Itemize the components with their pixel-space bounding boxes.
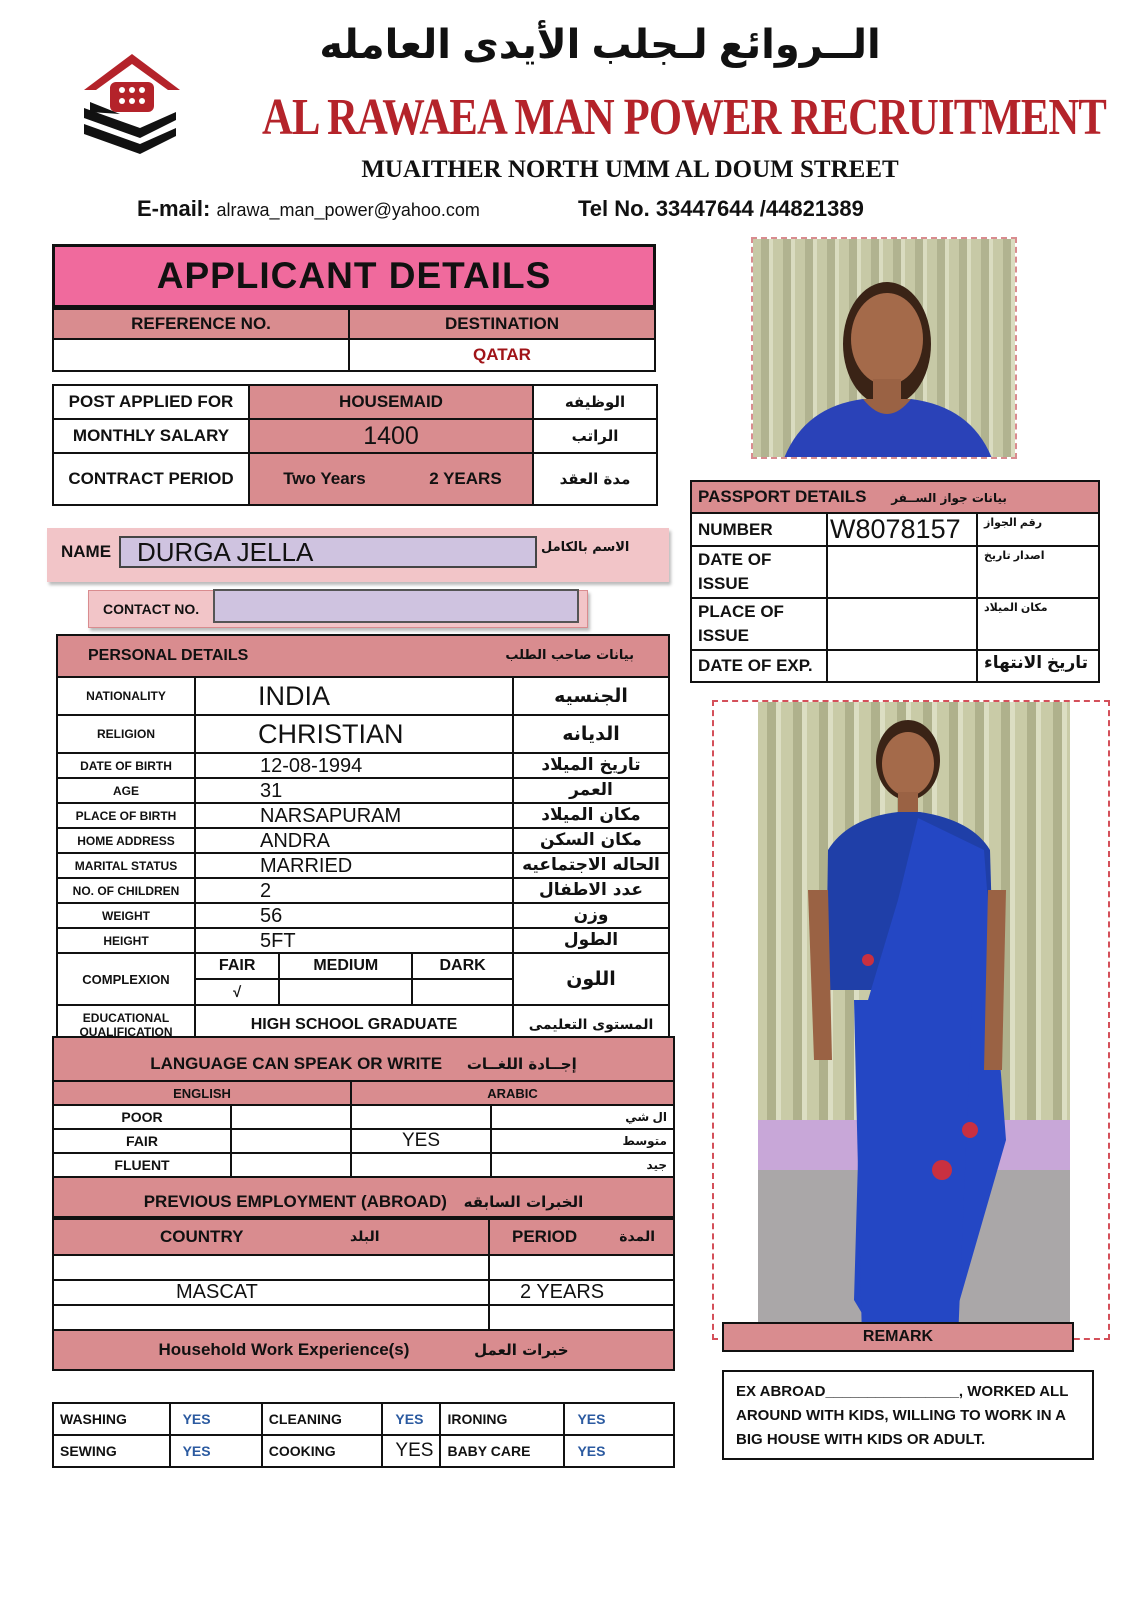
household-task-value[interactable]: YES [382,1435,440,1467]
post-label-arabic: الوظيفه [533,385,657,419]
name-label: NAME [61,542,112,561]
language-english-value[interactable] [231,1105,351,1129]
applicant-details-title: APPLICANT DETAILS [52,244,656,308]
education-label-arabic: المستوى التعليمى [513,1005,669,1045]
employment-table [52,1218,675,1371]
language-level-arabic: ال شي [491,1105,674,1129]
language-table [52,1036,675,1218]
name-label-arabic: الاسم بالكامل [541,540,630,555]
salary-value: 1400 [249,419,533,453]
language-title-arabic: إجــادة اللغــات [466,1055,577,1073]
period-label-arabic: المدة [619,1229,655,1245]
personal-label: PLACE OF BIRTH [57,803,195,828]
passport-label-arabic: اصدار تاريخ [977,546,1099,598]
personal-label: AGE [57,778,195,803]
household-task-label: CLEANING [262,1403,383,1435]
household-task-label: COOKING [262,1435,383,1467]
destination-label: DESTINATION [349,309,655,339]
personal-row [57,853,669,878]
personal-label-arabic: مكان الميلاد [513,803,669,828]
personal-row [57,878,669,903]
personal-label: DATE OF BIRTH [57,753,195,778]
email-label: E-mail: [137,196,211,221]
contract-value: 2 YEARS [399,453,533,505]
passport-label-arabic: تاريخ الانتهاء [977,650,1099,682]
language-level-arabic: جيد [491,1153,674,1177]
language-arabic-value[interactable]: YES [351,1129,491,1153]
personal-label-arabic: الجنسيه [513,677,669,715]
language-col-arabic: ARABIC [351,1081,674,1105]
personal-label-arabic: العمر [513,778,669,803]
household-task-value[interactable]: YES [382,1403,440,1435]
personal-details-title: PERSONAL DETAILS [88,647,249,664]
email-line [137,196,480,222]
household-task-value[interactable]: YES [564,1403,674,1435]
household-table [52,1402,675,1468]
personal-label-arabic: الحاله الاجتماعيه [513,853,669,878]
contact-field[interactable] [213,589,579,623]
passport-value[interactable] [827,598,977,650]
personal-value: 31 [195,778,513,803]
household-title-arabic: خبرات العمل [474,1341,569,1359]
contract-value-words: Two Years [249,453,399,505]
employment-title-arabic: الخبرات السابقه [463,1193,584,1211]
personal-label-arabic: الطول [513,928,669,953]
employment-period [489,1305,674,1330]
complexion-fair-mark[interactable]: √ [196,979,279,1004]
employment-period [489,1255,674,1280]
personal-value: 2 [195,878,513,903]
destination-value: QATAR [349,339,655,371]
language-row [53,1129,674,1153]
language-row [53,1105,674,1129]
passport-label: PLACE OF ISSUE [691,598,827,650]
applicant-full-length-photo [758,700,1070,1340]
applicant-portrait-photo [751,237,1017,459]
passport-label-arabic: رقم الجواز [977,513,1099,546]
personal-label-arabic: تاريخ الميلاد [513,753,669,778]
complexion-grid [196,954,512,1004]
complexion-fair: FAIR [196,954,279,979]
complexion-label: COMPLEXION [57,953,195,1005]
passport-row [691,546,1099,598]
name-section [47,528,669,582]
personal-label: RELIGION [57,715,195,753]
passport-title-arabic: بيانات جواز الســفر [891,491,1007,505]
education-label: EDUCATIONAL QUALIFICATION [57,1005,195,1045]
post-table [52,384,658,506]
company-address: MUAITHER NORTH UMM AL DOUM STREET [361,156,899,183]
personal-label-arabic: الديانه [513,715,669,753]
contract-label: CONTRACT PERIOD [53,453,249,505]
contact-section [88,590,588,628]
applicant-full-length-photo-frame [712,700,1110,1340]
salary-label: MONTHLY SALARY [53,419,249,453]
company-name: AL RAWAEA MAN POWER RECRUITMENT [262,89,1107,146]
contract-label-arabic: مدة العقد [533,453,657,505]
company-name-arabic: الــروائع لـجلب الأيدى العامله [319,23,881,67]
personal-value: 56 [195,903,513,928]
passport-row [691,598,1099,650]
personal-row [57,903,669,928]
language-level-label: POOR [53,1105,231,1129]
complexion-dark-mark[interactable] [412,979,512,1004]
email-value[interactable]: alrawa_man_power@yahoo.com [216,200,480,220]
household-task-value[interactable]: YES [170,1435,262,1467]
employment-row [53,1255,674,1280]
contact-label: CONTACT NO. [103,601,200,617]
passport-label-arabic: مكان الميلاد [977,598,1099,650]
employment-country [53,1305,489,1330]
employment-row [53,1280,674,1305]
language-english-value[interactable] [231,1129,351,1153]
household-task-value[interactable]: YES [564,1435,674,1467]
name-field[interactable]: DURGA JELLA [119,536,537,568]
personal-value: 12-08-1994 [195,753,513,778]
employment-title: PREVIOUS EMPLOYMENT (ABROAD) [143,1192,447,1211]
personal-label: MARITAL STATUS [57,853,195,878]
personal-label-arabic: عدد الاطفال [513,878,669,903]
employment-country [53,1255,489,1280]
passport-value[interactable] [827,546,977,598]
reference-destination-table [52,308,656,372]
language-col-english: ENGLISH [53,1081,351,1105]
country-label: COUNTRY [160,1227,244,1246]
passport-label: DATE OF ISSUE [691,546,827,598]
language-english-value[interactable] [231,1153,351,1177]
household-task-label: SEWING [53,1435,170,1467]
passport-label: DATE OF EXP. [691,650,827,682]
personal-row [57,753,669,778]
reference-label: REFERENCE NO. [53,309,349,339]
employment-country: MASCAT [53,1280,489,1305]
company-logo [80,50,184,162]
complexion-dark: DARK [412,954,512,979]
personal-row [57,677,669,715]
personal-row [57,828,669,853]
household-row [53,1403,674,1435]
personal-label: HEIGHT [57,928,195,953]
language-level-arabic: متوسط [491,1129,674,1153]
reference-value [53,339,349,371]
household-title: Household Work Experience(s) [158,1340,410,1359]
complexion-label-arabic: اللون [513,953,669,1005]
remark-text: EX ABROAD________________, WORKED ALL AROUND WITH KIDS, WILLING TO WORK IN A BIG HOUSE WITH KIDS OR ADULT. [722,1370,1094,1460]
household-task-label: BABY CARE [440,1435,564,1467]
household-task-label: IRONING [440,1403,564,1435]
passport-label: NUMBER [691,513,827,546]
complexion-medium: MEDIUM [279,954,412,979]
passport-row [691,650,1099,682]
personal-value: 5FT [195,928,513,953]
personal-row [57,803,669,828]
passport-details-table [690,480,1100,683]
employment-row [53,1305,674,1330]
personal-label-arabic: وزن [513,903,669,928]
personal-row [57,715,669,753]
household-task-value[interactable]: YES [170,1403,262,1435]
country-label-arabic: البلد [350,1229,380,1245]
remark-title: REMARK [722,1322,1074,1352]
passport-value[interactable] [827,650,977,682]
post-value: HOUSEMAID [249,385,533,419]
personal-row [57,928,669,953]
passport-value[interactable]: W8078157 [827,513,977,546]
personal-value: NARSAPURAM [195,803,513,828]
personal-details-table [56,634,670,1046]
personal-value: ANDRA [195,828,513,853]
household-task-label: WASHING [53,1403,170,1435]
personal-value: MARRIED [195,853,513,878]
education-value: HIGH SCHOOL GRADUATE [195,1005,513,1045]
salary-label-arabic: الراتب [533,419,657,453]
language-level-label: FLUENT [53,1153,231,1177]
personal-label: NO. OF CHILDREN [57,878,195,903]
personal-value: INDIA [195,677,513,715]
personal-label: NATIONALITY [57,677,195,715]
language-row [53,1153,674,1177]
personal-row [57,778,669,803]
language-arabic-value[interactable] [351,1105,491,1129]
passport-row [691,513,1099,546]
personal-label: WEIGHT [57,903,195,928]
language-level-label: FAIR [53,1129,231,1153]
personal-details-title-arabic: بيانات صاحب الطلب [505,648,634,663]
telephone-numbers: Tel No. 33447644 /44821389 [578,196,864,221]
personal-value: CHRISTIAN [195,715,513,753]
personal-label-arabic: مكان السكن [513,828,669,853]
complexion-medium-mark[interactable] [279,979,412,1004]
period-label: PERIOD [512,1227,578,1246]
household-row [53,1435,674,1467]
post-label: POST APPLIED FOR [53,385,249,419]
language-title: LANGUAGE CAN SPEAK OR WRITE [150,1054,443,1073]
language-arabic-value[interactable] [351,1153,491,1177]
employment-period: 2 YEARS [489,1280,674,1305]
passport-title: PASSPORT DETAILS [698,487,867,506]
personal-label: HOME ADDRESS [57,828,195,853]
